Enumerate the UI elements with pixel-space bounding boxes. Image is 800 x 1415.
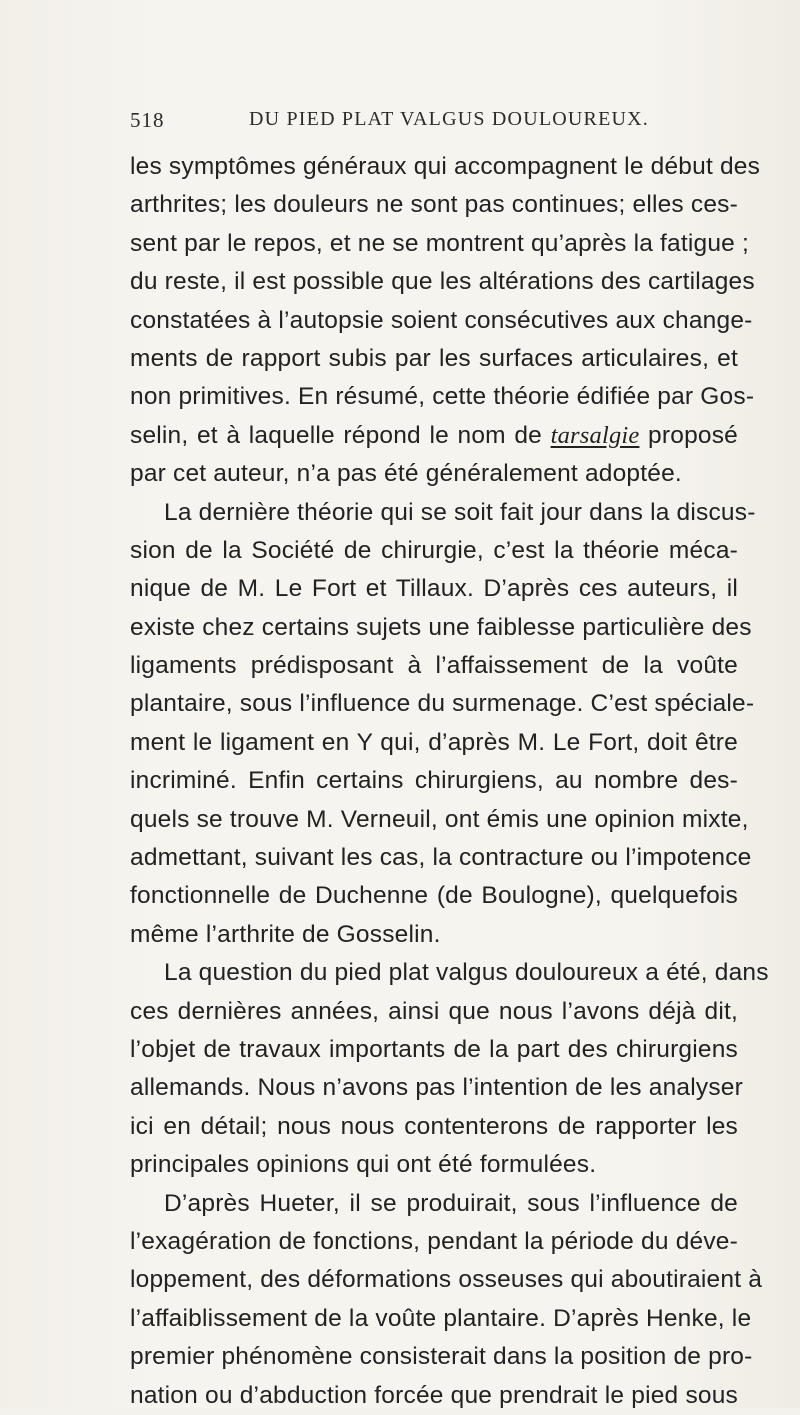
text-line: sion de la Société de chirurgie, c’est la théorie méca- xyxy=(130,536,738,564)
text-line: ligaments prédisposant à l’affaissement de la voûte xyxy=(130,652,738,680)
paragraph-4 xyxy=(130,1185,763,1415)
text-line: loppement, des déformations osseuses qui aboutiraient à xyxy=(130,1266,763,1294)
page-header xyxy=(130,108,738,138)
text-line-with-emphasis xyxy=(130,417,738,455)
text-line: La question du pied plat valgus douloureux a été, dans xyxy=(164,959,769,987)
text-line: admettant, suivant les cas, la contracture ou l’impotence xyxy=(130,844,752,872)
text-line: sent par le repos, et ne se montrent qu’après la fatigue ; xyxy=(130,229,750,257)
text-line: nique de M. Le Fort et Tillaux. D’après ces auteurs, il xyxy=(130,575,738,603)
text-line: La dernière théorie qui se soit fait jour dans la discus- xyxy=(164,498,756,526)
body-text xyxy=(130,148,769,1415)
text-line: arthrites; les douleurs ne sont pas continues; elles ces- xyxy=(130,191,738,219)
text-line: principales opinions qui ont été formulées. xyxy=(130,1151,597,1179)
text-line: non primitives. En résumé, cette théorie édifiée par Gos- xyxy=(130,383,755,411)
text-line: plantaire, sous l’influence du surmenage. C’est spéciale- xyxy=(130,690,755,718)
text-line: les symptômes généraux qui accompagnent le début des xyxy=(130,153,761,180)
text-segment: selin, et à laquelle répond le nom de xyxy=(130,421,551,449)
text-line: constatées à l’autopsie soient consécutives aux change- xyxy=(130,306,753,334)
text-line: incriminé. Enfin certains chirurgiens, au nombre des- xyxy=(130,767,738,795)
text-line: l’exagération de fonctions, pendant la période du déve- xyxy=(130,1227,738,1255)
text-line: nation ou d’abduction forcée que prendrait le pied sous xyxy=(130,1381,738,1409)
emphasized-term: tarsalgie xyxy=(550,421,640,449)
text-line: existe chez certains sujets une faiblesse particulière des xyxy=(130,613,752,641)
text-line: allemands. Nous n’avons pas l’intention de les analyser xyxy=(130,1074,743,1102)
text-line: quels se trouve M. Verneuil, ont émis une opinion mixte, xyxy=(130,805,749,833)
text-line: par cet auteur, n’a pas été généralement adoptée. xyxy=(130,460,682,488)
text-line: premier phénomène consisterait dans la position de pro- xyxy=(130,1343,753,1371)
paragraph-2 xyxy=(130,494,756,955)
text-line: ment le ligament en Y qui, d’après M. Le Fort, doit être xyxy=(130,728,738,756)
text-segment: proposé xyxy=(639,421,738,449)
text-line: ments de rapport subis par les surfaces articulaires, et xyxy=(130,344,738,372)
text-line: même l’arthrite de Gosselin. xyxy=(130,920,441,948)
page-number: 518 xyxy=(130,108,165,132)
text-line: ces dernières années, ainsi que nous l’avons déjà dit, xyxy=(130,997,738,1025)
running-title: DU PIED PLAT VALGUS DOULOUREUX. xyxy=(248,108,649,130)
text-line: ici en détail; nous nous contenterons de rapporter les xyxy=(130,1112,738,1140)
paragraph-1 xyxy=(130,148,761,494)
text-line: du reste, il est possible que les altérations des cartilages xyxy=(130,268,755,296)
text-line: D’après Hueter, il se produirait, sous l’influence de xyxy=(164,1189,738,1217)
paragraph-3 xyxy=(130,954,769,1184)
text-line: l’objet de travaux importants de la part des chirurgiens xyxy=(130,1035,738,1063)
text-line: fonctionnelle de Duchenne (de Boulogne), quelquefois xyxy=(130,882,738,910)
text-line: l’affaiblissement de la voûte plantaire. D’après Henke, le xyxy=(130,1304,752,1332)
